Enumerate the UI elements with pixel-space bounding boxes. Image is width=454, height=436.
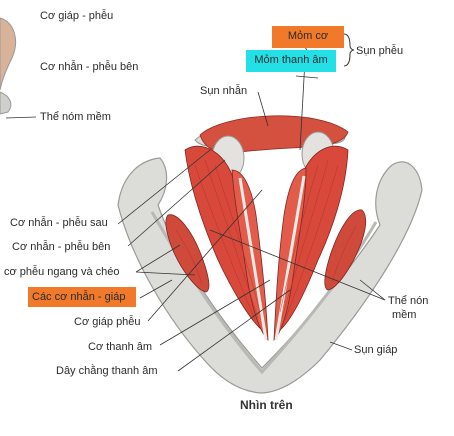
co-nhan-pheu-sau-label: Cơ nhẫn - phễu sau: [10, 217, 108, 229]
day-chang-thanh-am-label: Dây chằng thanh âm: [56, 365, 158, 377]
co-nhan-pheu-ben-label: Cơ nhẫn - phễu bên: [12, 241, 111, 253]
mom-thanh-am-label: Mỏm thanh âm: [246, 50, 336, 72]
sun-pheu-brace: [344, 34, 354, 66]
co-giap-pheu-top-label: Cơ giáp - phễu: [40, 10, 114, 22]
the-non-mem-right-label-1: Thể nón: [388, 295, 429, 307]
thyroid-cartilage: [118, 158, 422, 393]
co-thanh-am-label: Cơ thanh âm: [88, 341, 153, 353]
the-non-mem-right-label-2: mềm: [392, 309, 417, 321]
co-pheu-ngang-cheo-label: cơ phễu ngang và chéo: [4, 266, 120, 278]
co-nhan-pheu-ben-top-label: Cơ nhẫn - phễu bên: [40, 61, 139, 73]
partial-figure-edge: [0, 18, 16, 90]
mom-co-label: Mỏm cơ: [272, 26, 344, 48]
sun-giap-label: Sụn giáp: [354, 344, 398, 356]
cac-co-nhan-giap-label: Các cơ nhẫn - giáp: [28, 287, 136, 307]
sun-pheu-label: Sụn phễu: [356, 45, 404, 57]
the-nom-mem-left-label: Thể nóm mềm: [40, 111, 111, 123]
sun-nhan-label: Sụn nhẫn: [200, 85, 248, 97]
view-caption: Nhìn trên: [240, 398, 293, 412]
partial-figure-edge-2: [0, 92, 11, 114]
co-giap-pheu-label: Cơ giáp phễu: [74, 316, 141, 328]
